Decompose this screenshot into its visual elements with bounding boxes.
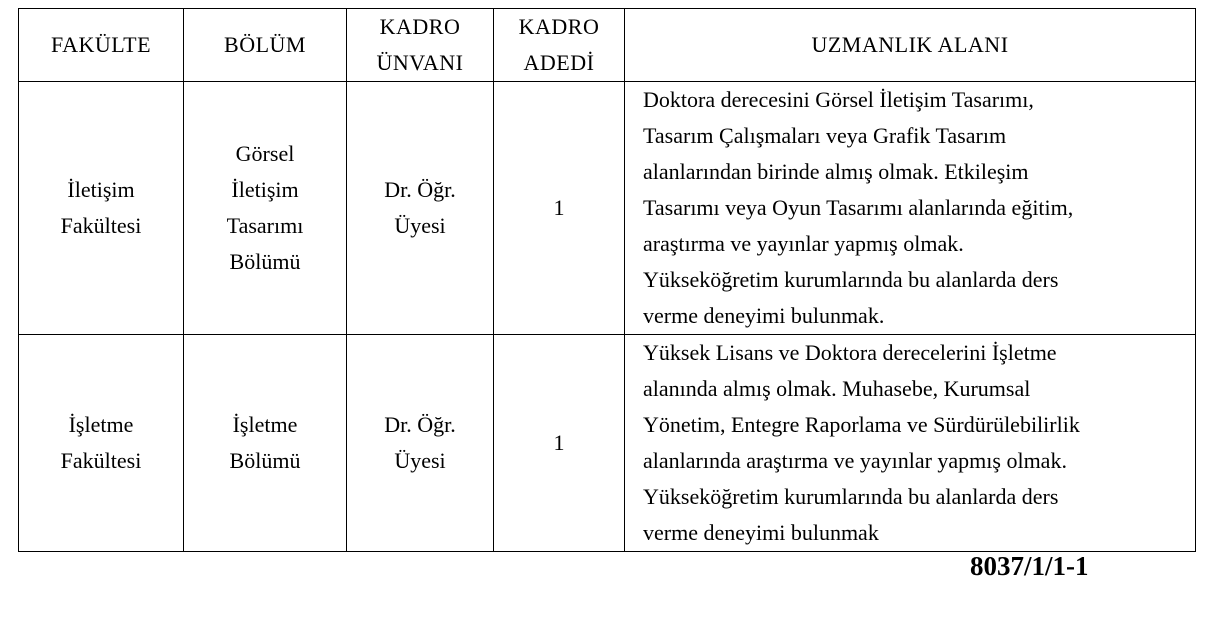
department-line: Bölümü: [229, 249, 301, 274]
table-row: [19, 82, 1196, 335]
faculty-cell: [19, 335, 184, 552]
header-cadre-count-line2: ADEDİ: [523, 50, 595, 75]
cadre-title-line: Üyesi: [394, 448, 446, 473]
department-cell: [184, 82, 347, 335]
cadre-table: [18, 8, 1196, 552]
specialization-line: Yönetim, Entegre Raporlama ve Sürdürülebilirlik: [643, 412, 1080, 437]
specialization-cell: [625, 335, 1196, 552]
cadre-title-cell: [347, 335, 494, 552]
cadre-count-cell: 1: [494, 335, 625, 552]
faculty-line: İletişim: [67, 177, 135, 202]
faculty-line: Fakültesi: [60, 448, 142, 473]
specialization-line: alanında almış olmak. Muhasebe, Kurumsal: [643, 376, 1031, 401]
header-faculty: FAKÜLTE: [19, 9, 184, 82]
faculty-line: İşletme: [68, 412, 134, 437]
faculty-cell: [19, 82, 184, 335]
table-row: [19, 335, 1196, 552]
specialization-line: alanlarında araştırma ve yayınlar yapmış olmak.: [643, 448, 1067, 473]
specialization-cell: [625, 82, 1196, 335]
header-cadre-title-line2: ÜNVANI: [376, 50, 464, 75]
header-specialization: UZMANLIK ALANI: [625, 9, 1196, 82]
department-line: İşletme: [232, 412, 298, 437]
specialization-line: alanlarından birinde almış olmak. Etkileşim: [643, 159, 1029, 184]
specialization-line: Yükseköğretim kurumlarında bu alanlarda ders: [643, 267, 1059, 292]
cadre-count-cell: 1: [494, 82, 625, 335]
specialization-line: Tasarımı veya Oyun Tasarımı alanlarında eğitim,: [643, 195, 1074, 220]
department-line: Bölümü: [229, 448, 301, 473]
header-cadre-count: [494, 9, 625, 82]
reference-number: 8037/1/1-1: [970, 551, 1089, 581]
cadre-title-cell: [347, 82, 494, 335]
header-cadre-count-line1: KADRO: [518, 14, 600, 39]
faculty-line: Fakültesi: [60, 213, 142, 238]
header-department: BÖLÜM: [184, 9, 347, 82]
cadre-title-line: Dr. Öğr.: [384, 177, 456, 202]
specialization-line: Doktora derecesini Görsel İletişim Tasarımı,: [643, 87, 1034, 112]
specialization-line: verme deneyimi bulunmak: [643, 520, 879, 545]
department-line: Görsel: [235, 141, 295, 166]
header-cadre-title-line1: KADRO: [379, 14, 461, 39]
department-line: İletişim: [231, 177, 299, 202]
specialization-line: araştırma ve yayınlar yapmış olmak.: [643, 231, 964, 256]
department-cell: [184, 335, 347, 552]
cadre-title-line: Dr. Öğr.: [384, 412, 456, 437]
specialization-line: Yükseköğretim kurumlarında bu alanlarda ders: [643, 484, 1059, 509]
specialization-line: Yüksek Lisans ve Doktora derecelerini İşletme: [643, 340, 1057, 365]
header-row: [19, 9, 1196, 82]
header-cadre-title: [347, 9, 494, 82]
cadre-title-line: Üyesi: [394, 213, 446, 238]
department-line: Tasarımı: [226, 213, 304, 238]
specialization-line: Tasarım Çalışmaları veya Grafik Tasarım: [643, 123, 1007, 148]
specialization-line: verme deneyimi bulunmak.: [643, 303, 885, 328]
